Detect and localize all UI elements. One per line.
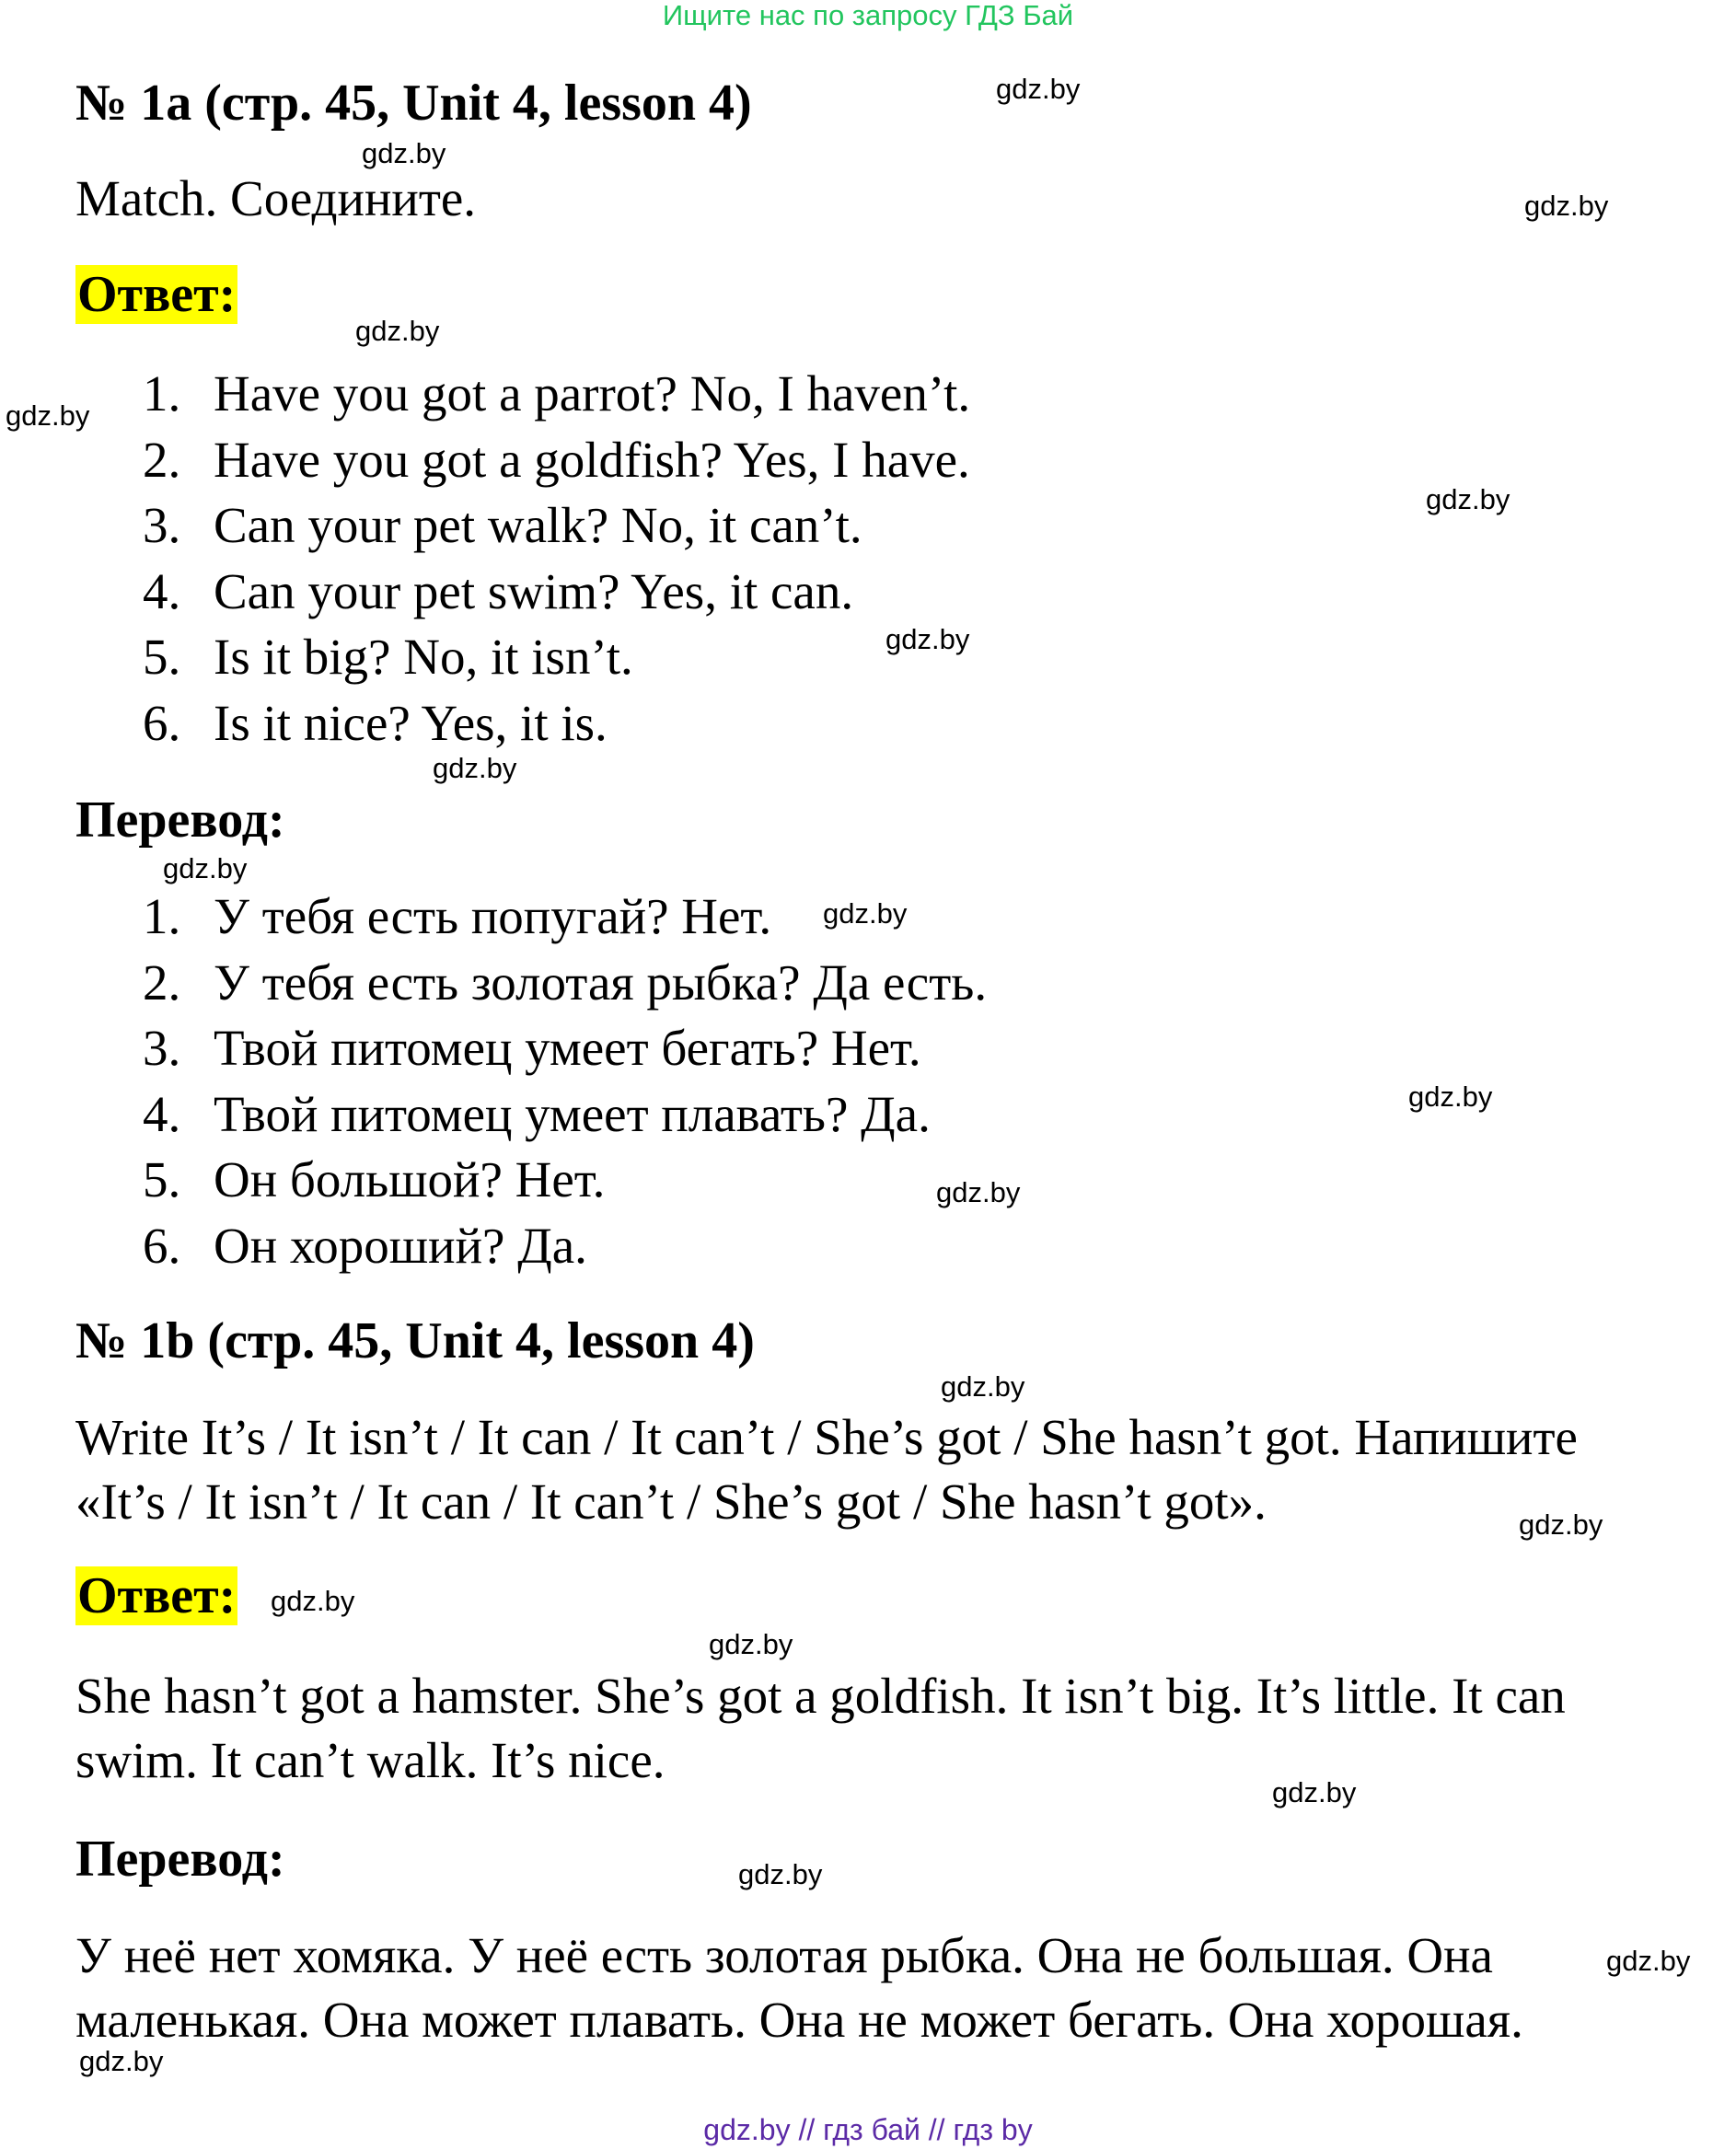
watermark: gdz.by (1408, 1080, 1493, 1113)
watermark: gdz.by (433, 752, 517, 784)
item-text: Have you got a goldfish? Yes, I have. (214, 431, 970, 488)
list-item (143, 559, 970, 625)
watermark: gdz.by (1426, 483, 1510, 515)
footer-links[interactable]: gdz.by // гдз бай // гдз by (703, 2113, 1033, 2146)
item-number: 3. (143, 497, 181, 553)
item-number: 6. (143, 1217, 181, 1274)
item-number: 6. (143, 694, 181, 751)
exercise-1b-translation-label: Перевод: (75, 1831, 285, 1888)
item-number: 5. (143, 629, 181, 685)
list-item (143, 1213, 987, 1279)
exercise-1a-task: Match. Соедините. (75, 170, 477, 226)
watermark: gdz.by (79, 2045, 164, 2077)
item-number: 5. (143, 1151, 181, 1207)
list-item (143, 950, 987, 1016)
watermark: gdz.by (1272, 1776, 1357, 1808)
watermark: gdz.by (163, 852, 248, 884)
watermark: gdz.by (885, 623, 970, 655)
item-number: 4. (143, 562, 181, 619)
item-number: 4. (143, 1085, 181, 1142)
item-number: 2. (143, 953, 181, 1011)
list-item (143, 361, 970, 427)
item-number: 2. (143, 431, 181, 488)
item-text: Твой питомец умеет бегать? Нет. (214, 1020, 921, 1076)
list-item (143, 1015, 987, 1081)
watermark: gdz.by (936, 1176, 1021, 1208)
exercise-1b-answer-line2: swim. It can’t walk. It’s nice. (75, 1732, 665, 1788)
list-item (143, 492, 970, 559)
top-banner[interactable]: Ищите нас по запросу ГДЗ Бай (662, 0, 1074, 31)
item-number: 3. (143, 1020, 181, 1076)
item-text: Have you got a parrot? No, I haven’t. (214, 365, 971, 422)
watermark: gdz.by (271, 1585, 355, 1617)
list-item (143, 1147, 987, 1213)
watermark: gdz.by (6, 399, 90, 432)
watermark: gdz.by (996, 73, 1081, 105)
exercise-1b-task-line1: Write It’s / It isn’t / It can / It can’t / She’s got / She hasn’t got. Напишите (75, 1409, 1578, 1465)
list-item (143, 624, 970, 690)
exercise-1b-translation-line1: У неё нет хомяка. У неё есть золотая рыбка. Она не большая. Она (75, 1927, 1493, 1983)
item-number: 1. (143, 888, 181, 944)
watermark: gdz.by (355, 315, 440, 347)
exercise-1b-task-line2: «It’s / It isn’t / It can / It can’t / She’s got / She hasn’t got». (75, 1473, 1267, 1530)
exercise-1b-heading: № 1b (стр. 45, Unit 4, lesson 4) (75, 1312, 755, 1369)
watermark: gdz.by (709, 1628, 793, 1660)
exercise-1b-translation-line2: маленькая. Она может плавать. Она не может бегать. Она хорошая. (75, 1992, 1523, 2048)
exercise-1b-answer-line1: She hasn’t got a hamster. She’s got a goldfish. It isn’t big. It’s little. It can (75, 1668, 1566, 1724)
exercise-1a-heading: № 1а (стр. 45, Unit 4, lesson 4) (75, 75, 752, 132)
watermark: gdz.by (738, 1858, 823, 1890)
item-text: У тебя есть золотая рыбка? Да есть. (214, 953, 988, 1011)
exercise-1a-translation-list (143, 884, 987, 1278)
item-text: Is it nice? Yes, it is. (214, 694, 608, 751)
item-text: Can your pet swim? Yes, it can. (214, 562, 854, 619)
item-text: Is it big? No, it isn’t. (214, 629, 633, 685)
exercise-1a-translation-label: Перевод: (75, 791, 285, 849)
exercise-1b-answer-label: Ответ: (77, 1567, 237, 1624)
item-text: Can your pet walk? No, it can’t. (214, 497, 862, 553)
item-text: Он большой? Нет. (214, 1151, 606, 1207)
item-number: 1. (143, 365, 181, 422)
watermark: gdz.by (1524, 190, 1609, 222)
watermark: gdz.by (1519, 1508, 1603, 1541)
watermark: gdz.by (362, 137, 446, 169)
item-text: Он хороший? Да. (214, 1217, 587, 1274)
exercise-1a-answer-list (143, 361, 970, 756)
item-text: У тебя есть попугай? Нет. (214, 888, 772, 944)
list-item (143, 690, 970, 757)
item-text: Твой питомец умеет плавать? Да. (214, 1085, 931, 1142)
watermark: gdz.by (941, 1370, 1025, 1403)
watermark: gdz.by (823, 897, 908, 930)
exercise-1a-answer-label: Ответ: (77, 266, 237, 323)
list-item (143, 427, 970, 493)
list-item (143, 1081, 987, 1148)
watermark: gdz.by (1606, 1945, 1691, 1977)
